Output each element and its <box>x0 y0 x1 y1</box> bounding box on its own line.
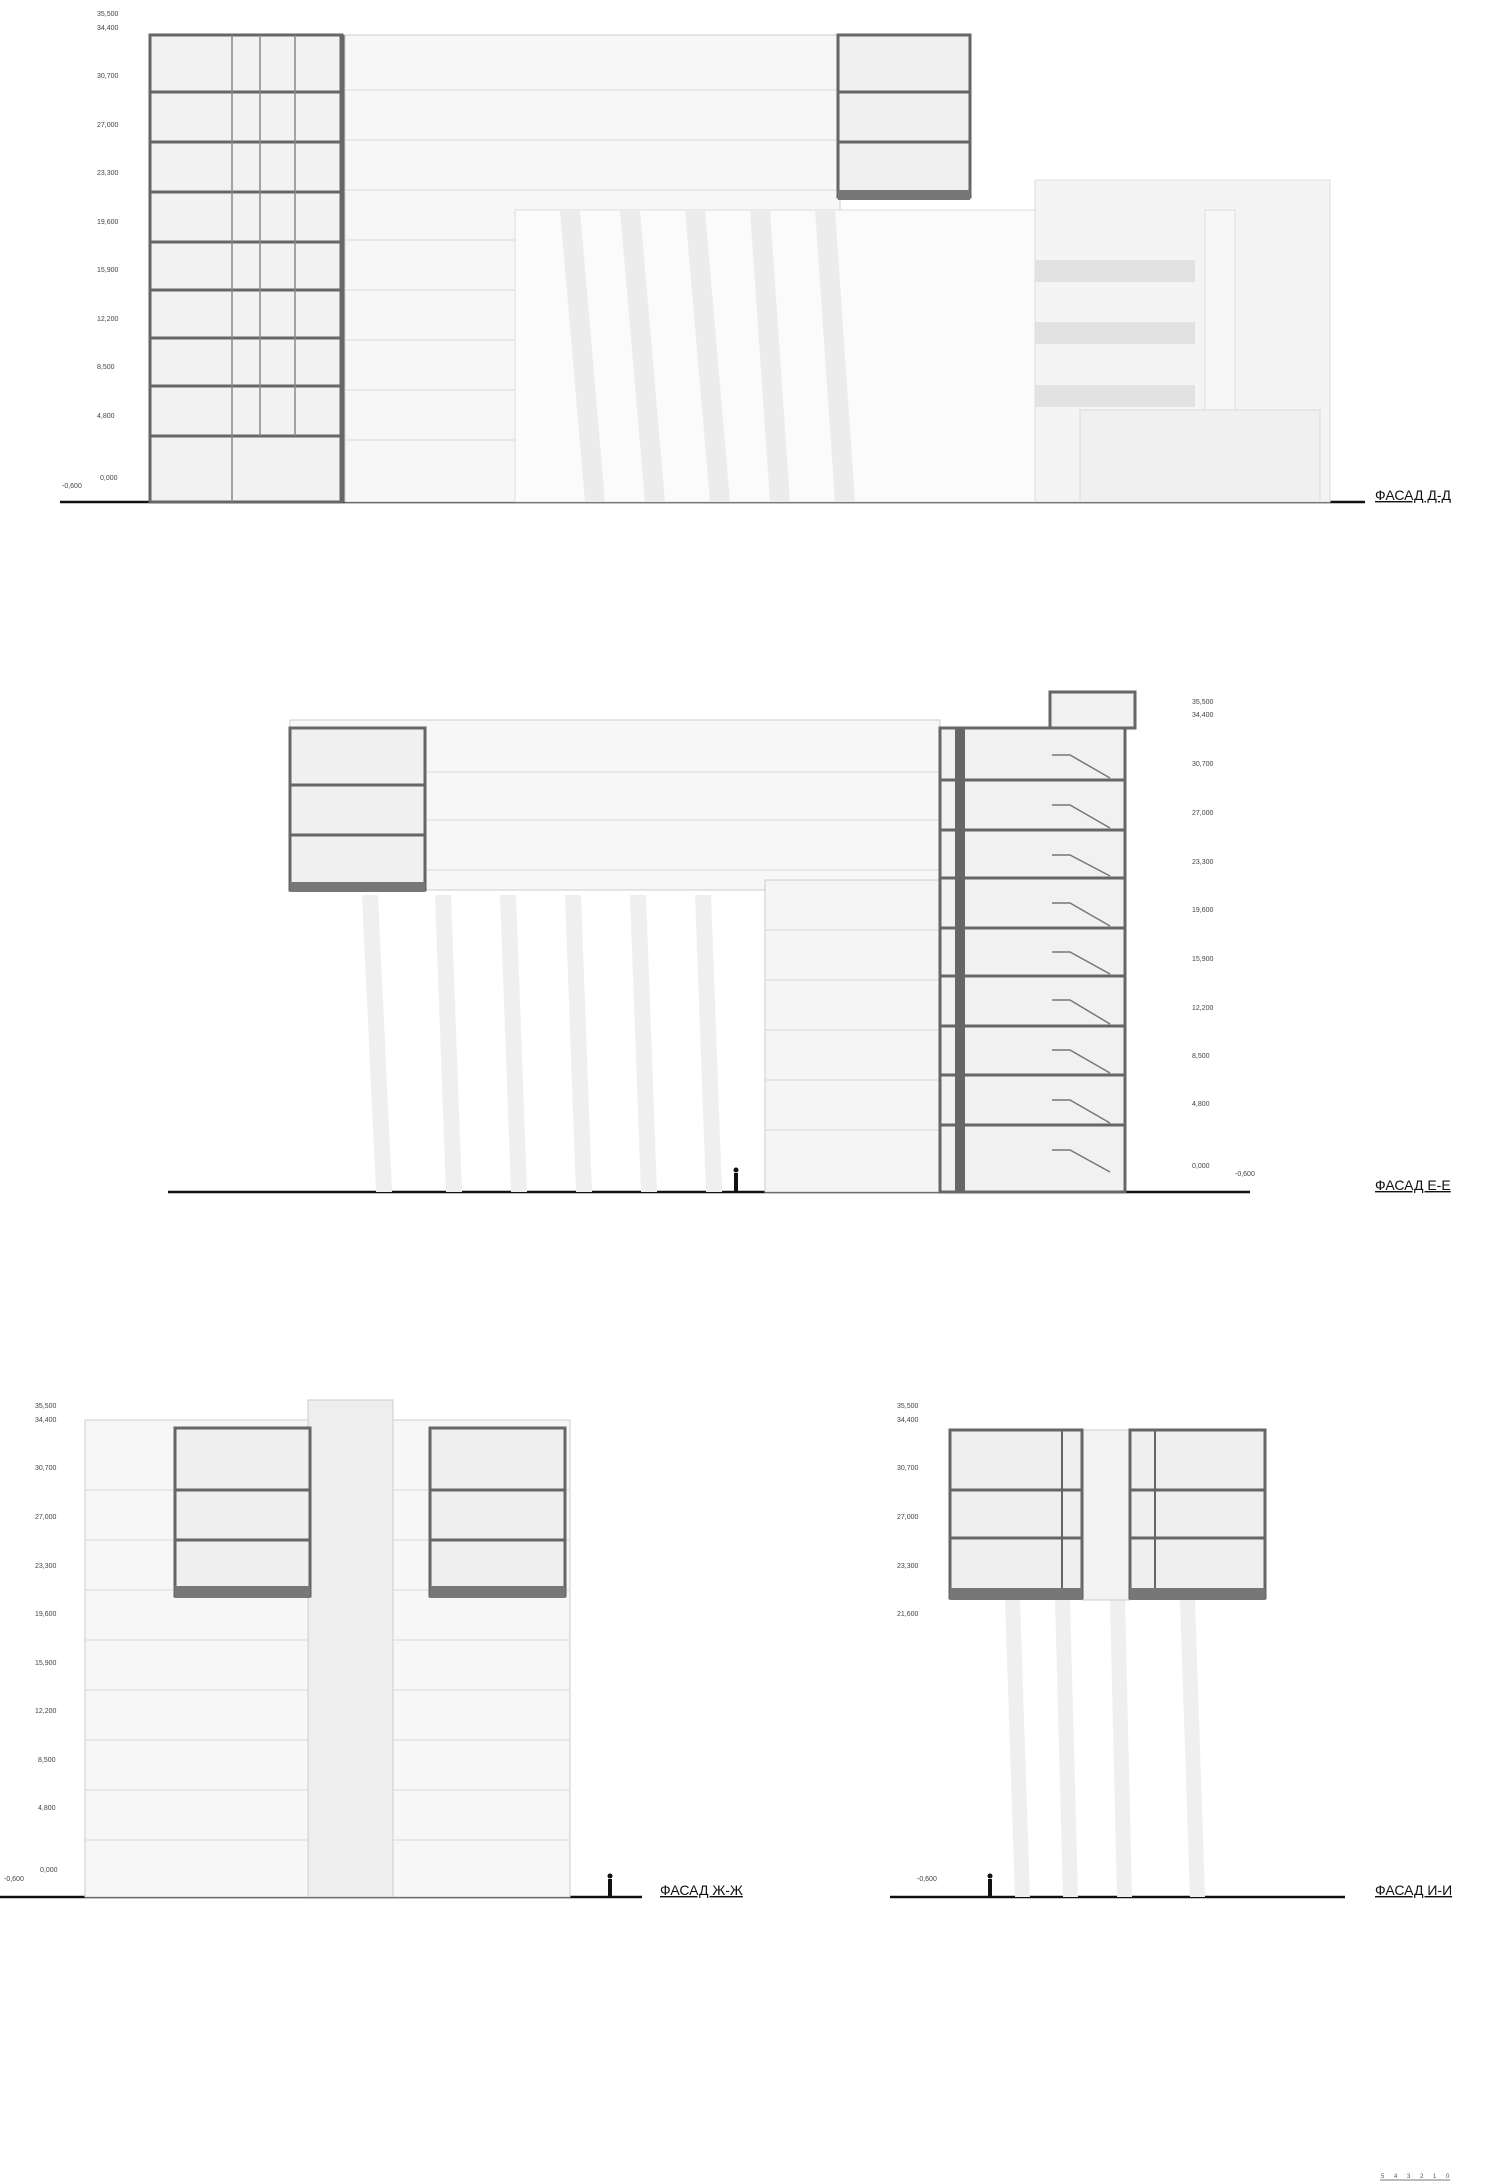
scale-label: 2 <box>1420 2174 1424 2180</box>
level-label: 0,000 <box>1192 1163 1210 1170</box>
scale-label: 5 <box>1381 2174 1385 2180</box>
facade-dd <box>60 11 1451 503</box>
scale-person <box>988 1874 993 1897</box>
level-marks <box>4 1403 58 1883</box>
scale-bar <box>1380 2174 1450 2180</box>
level-label: 35,500 <box>35 1403 57 1410</box>
level-label: 34,400 <box>97 25 119 32</box>
level-label: 19,600 <box>1192 907 1214 914</box>
facade-zz <box>0 1400 743 1898</box>
level-label: 35,500 <box>897 1403 919 1410</box>
level-marks <box>62 11 119 490</box>
level-label: 4,800 <box>38 1805 56 1812</box>
level-label: 34,400 <box>1192 712 1214 719</box>
level-label: -0,600 <box>4 1876 24 1883</box>
level-label: 34,400 <box>897 1417 919 1424</box>
drawing-title: ФАСАД Е-Е <box>1375 1177 1451 1193</box>
scale-person <box>608 1874 613 1897</box>
drawing-title: ФАСАД И-И <box>1375 1882 1453 1898</box>
level-label: 0,000 <box>40 1867 58 1874</box>
upper-block-right <box>838 35 970 197</box>
scale-label: 3 <box>1407 2174 1411 2180</box>
level-label: 30,700 <box>35 1465 57 1472</box>
level-label: 8,500 <box>38 1757 56 1764</box>
level-label: 27,000 <box>897 1514 919 1521</box>
scale-person <box>734 1168 739 1192</box>
level-label: -0,600 <box>1235 1171 1255 1178</box>
level-label: 12,200 <box>35 1708 57 1715</box>
section-left <box>150 35 342 502</box>
facade-ee <box>168 692 1451 1193</box>
level-label: 23,300 <box>97 170 119 177</box>
level-marks <box>897 1403 937 1883</box>
drawing-title: ФАСАД Д-Д <box>1375 487 1451 503</box>
level-label: 27,000 <box>1192 810 1214 817</box>
level-label: -0,600 <box>917 1876 937 1883</box>
drawing-title: ФАСАД Ж-Ж <box>660 1882 743 1898</box>
scale-label: 0 <box>1446 2174 1450 2180</box>
level-label: 21,600 <box>897 1611 919 1618</box>
level-label: 27,000 <box>97 122 119 129</box>
level-label: 27,000 <box>35 1514 57 1521</box>
level-label: 8,500 <box>97 364 115 371</box>
level-label: 15,900 <box>35 1660 57 1667</box>
level-label: 30,700 <box>897 1465 919 1472</box>
level-label: -0,600 <box>62 483 82 490</box>
level-label: 12,200 <box>97 316 119 323</box>
stair-section <box>940 728 1125 1192</box>
level-marks <box>1192 699 1255 1178</box>
scale-label: 1 <box>1433 2174 1437 2180</box>
level-label: 35,500 <box>1192 699 1214 706</box>
level-label: 12,200 <box>1192 1005 1214 1012</box>
level-label: 23,300 <box>897 1563 919 1570</box>
level-label: 19,600 <box>35 1611 57 1618</box>
level-label: 35,500 <box>97 11 119 18</box>
level-label: 4,800 <box>1192 1101 1210 1108</box>
level-label: 23,300 <box>1192 859 1214 866</box>
level-label: 30,700 <box>97 73 119 80</box>
level-label: 30,700 <box>1192 761 1214 768</box>
level-label: 23,300 <box>35 1563 57 1570</box>
level-label: 0,000 <box>100 475 118 482</box>
level-label: 19,600 <box>97 219 119 226</box>
facade-ii <box>890 1403 1452 1898</box>
level-label: 4,800 <box>97 413 115 420</box>
level-label: 34,400 <box>35 1417 57 1424</box>
scale-label: 4 <box>1394 2174 1398 2180</box>
level-label: 15,900 <box>97 267 119 274</box>
level-label: 8,500 <box>1192 1053 1210 1060</box>
level-label: 15,900 <box>1192 956 1214 963</box>
